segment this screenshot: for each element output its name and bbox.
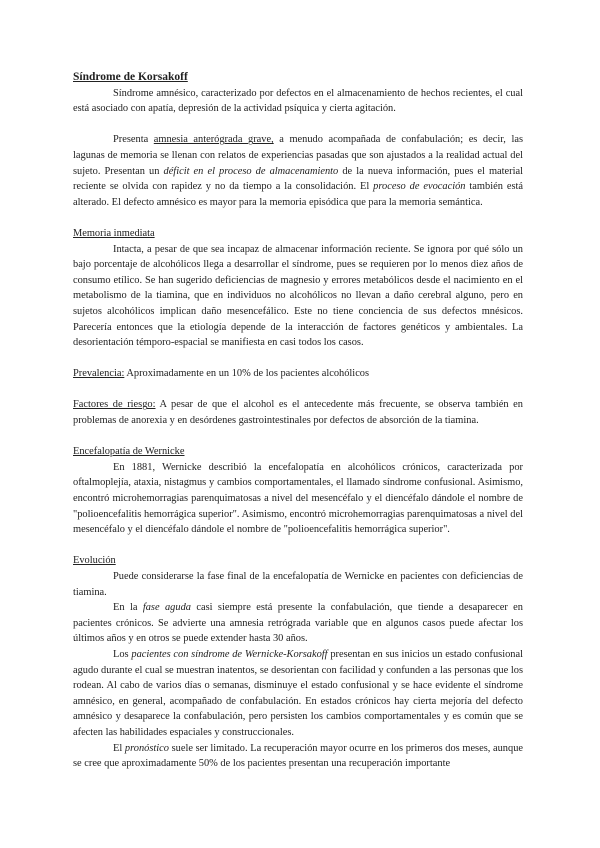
text-run: El xyxy=(113,742,125,754)
factores-label: Factores de riesgo: xyxy=(73,399,156,411)
evolucion-heading: Evolución xyxy=(73,555,116,567)
prevalencia-paragraph xyxy=(73,366,523,382)
amnesia-paragraph xyxy=(73,132,523,210)
prevalencia-label: Prevalencia: xyxy=(73,368,125,380)
amnesia-term: amnesia anterógrada grave, xyxy=(153,134,274,146)
text-run: también está alterado. El defecto amnésico es mayor para la memoria episódica que para la memoria semántica. xyxy=(73,181,523,208)
text-run: Los xyxy=(113,648,132,660)
evolucion-paragraph-1: Puede considerarse la fase final de la encefalopatía de Wernicke en pacientes con deficiencias de tiamina. xyxy=(73,571,523,598)
wernicke-korsakoff-term: pacientes con síndrome de Wernicke-Korsakoff xyxy=(131,648,328,660)
prevalencia-text: Aproximadamente en un 10% de los pacientes alcohólicos xyxy=(124,368,370,380)
text-run: presentan en sus inicios un estado confusional agudo durante el cual se muestran inatentos, se desorientan con facilidad y confunden a las personas que los rodean. Al cabo de varios días o semanas, disminuye el estado confusional y se hace evidente el síndrome amnésico, en general, acompañado de confabulación. En estados crónicos hay cierta mejoría del defecto amnésico y desaparece la confabulación, pero persisten los cambios comportamentales y es común que se afecten las habilidades espaciales y construccionales. xyxy=(73,648,524,738)
text-run: En la xyxy=(113,602,143,614)
fase-aguda-term: fase aguda xyxy=(142,602,191,614)
evolucion-paragraph-3 xyxy=(73,647,523,741)
text-run: casi siempre está presente la confabulación, que tiende a desaparecer en pacientes crónicos. Se advierte una amnesia retrógrada variable que en algunos casos puede afectar los últimos años y en otros se puede extender hasta 30 años. xyxy=(73,602,523,645)
page-title: Síndrome de Korsakoff xyxy=(73,71,188,83)
text-run: de la nueva información, pues el material reciente se olvida con rapidez y no da tiempo a la consolidación. El xyxy=(73,165,523,193)
memoria-paragraph: Intacta, a pesar de que sea incapaz de almacenar información reciente. Se ignora por qué sólo un bajo porcentaje de alcohólicos llega a desarrollar el síndrome, pues se requieren por lo menos diez años de consumo etílico. Se han sugerido deficiencias de magnesio y errores metabólicos desde el nacimiento en el metabolismo de la tiamina, que en individuos no alcohólicos no llevan a daño cerebral alguno, pero en sujetos alcohólicos implican daño mesencefálico. Este no tiene conciencia de sus defectos mnésicos. Parecería entonces que la etiología depende de la interacción de factores genéticos y ambientales. La desorientación témporo-espacial se manifiesta en casi todos los casos. xyxy=(73,243,523,349)
factores-text: A pesar de que el alcohol es el antecedente más frecuente, se observa también en problemas de anorexia y en desórdenes gastrointestinales por defectos de absorción de la tiamina. xyxy=(73,399,523,427)
intro-paragraph: Síndrome amnésico, caracterizado por defectos en el almacenamiento de hechos recientes, el cual está asociado con apatía, depresión de la actividad psíquica y cierta agitación. xyxy=(73,87,523,115)
encefalopatia-paragraph: En 1881, Wernicke describió la encefalopatía en alcohólicos crónicos, caracterizada por oftalmoplejía, ataxia, nistagmus y cambios comportamentales, el llamado síndrome confusional. Asimismo, encontró microhemorragias parenquimatosas a nivel del mesencéfalo y el diencéfalo dándole el nombre de "polioencefalitis hemorrágica superior". Asimismo, encontró microhemorragias parenquimatosas a nivel del mesencéfalo y el diencéfalo dándole el nombre de "polioencefalitis hemorrágica superior". xyxy=(73,461,523,536)
document-page xyxy=(73,70,523,772)
evocacion-term: proceso de evocación xyxy=(373,181,466,193)
evolucion-paragraph-4 xyxy=(73,741,523,772)
pronostico-term: pronóstico xyxy=(124,742,169,754)
text-run: a menudo acompañada de confabulación; es decir, las lagunas de memoria se llenan con relatos de experiencias pasadas que son ajustados a la realidad actual del sujeto. Presentan un xyxy=(73,134,523,177)
deficit-term: déficit en el proceso de almacenamiento xyxy=(163,165,339,177)
memoria-heading: Memoria inmediata xyxy=(73,227,155,239)
evolucion-paragraph-2 xyxy=(73,600,523,647)
text-run: suele ser limitado. La recuperación mayor ocurre en los primeros dos meses, aunque se cree que aproximadamente 50% de los pacientes presentan una recuperación importante xyxy=(73,742,523,770)
encefalopatia-heading: Encefalopatía de Wernicke xyxy=(73,446,185,458)
factores-paragraph xyxy=(73,397,523,428)
text-run: Presenta xyxy=(113,134,154,146)
